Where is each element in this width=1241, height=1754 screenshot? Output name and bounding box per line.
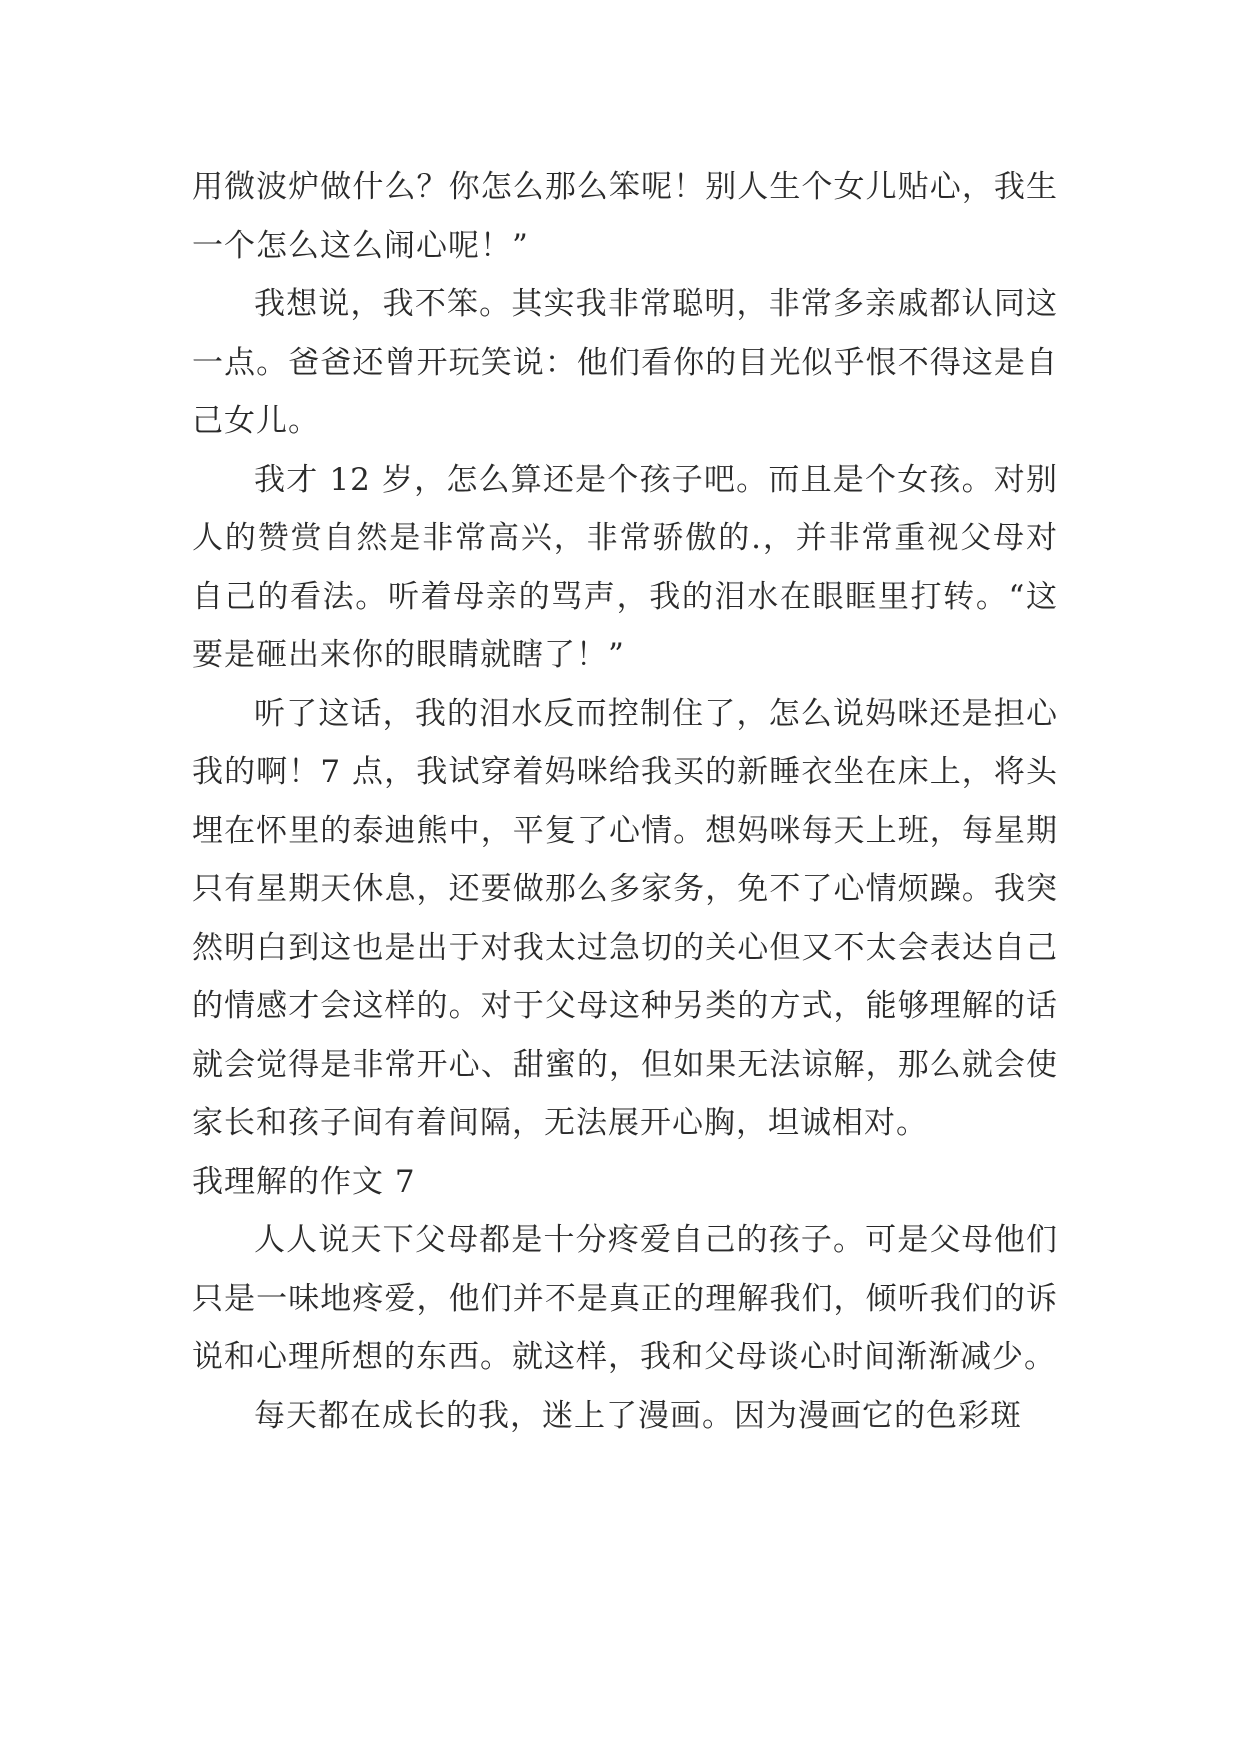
document-page: [192, 158, 1058, 1445]
section-heading: 我理解的作文 7: [192, 1163, 416, 1200]
paragraph-continuation: 用微波炉做什么？你怎么那么笨呢！别人生个女儿贴心，我生一个怎么这么闹心呢！”: [192, 169, 1058, 264]
paragraph: 每天都在成长的我，迷上了漫画。因为漫画它的色彩斑: [254, 1397, 1022, 1434]
paragraph: 我想说，我不笨。其实我非常聪明，非常多亲戚都认同这一点。爸爸还曾开玩笑说：他们看你的目光似乎恨不得这是自己女儿。: [192, 286, 1058, 439]
paragraph: 人人说天下父母都是十分疼爱自己的孩子。可是父母他们只是一味地疼爱，他们并不是真正的理解我们，倾听我们的诉说和心理所想的东西。就这样，我和父母谈心时间渐渐减少。: [192, 1222, 1058, 1375]
paragraph: 听了这话，我的泪水反而控制住了，怎么说妈咪还是担心我的啊！7 点，我试穿着妈咪给我买的新睡衣坐在床上，将头埋在怀里的泰迪熊中，平复了心情。想妈咪每天上班，每星期只有星期天休息，还要做那么多家务，免不了心情烦躁。我突然明白到这也是出于对我太过急切的关心但又不太会表达自己的情感才会这样的。对于父母这种另类的方式，能够理解的话就会觉得是非常开心、甜蜜的，但如果无法谅解，那么就会使家长和孩子间有着间隔，无法展开心胸，坦诚相对。: [192, 695, 1058, 1141]
paragraph: 我才 12 岁，怎么算还是个孩子吧。而且是个女孩。对别人的赞赏自然是非常高兴，非常骄傲的.，并非常重视父母对自己的看法。听着母亲的骂声，我的泪水在眼眶里打转。“这要是砸出来你的眼睛就瞎了！”: [192, 461, 1058, 673]
